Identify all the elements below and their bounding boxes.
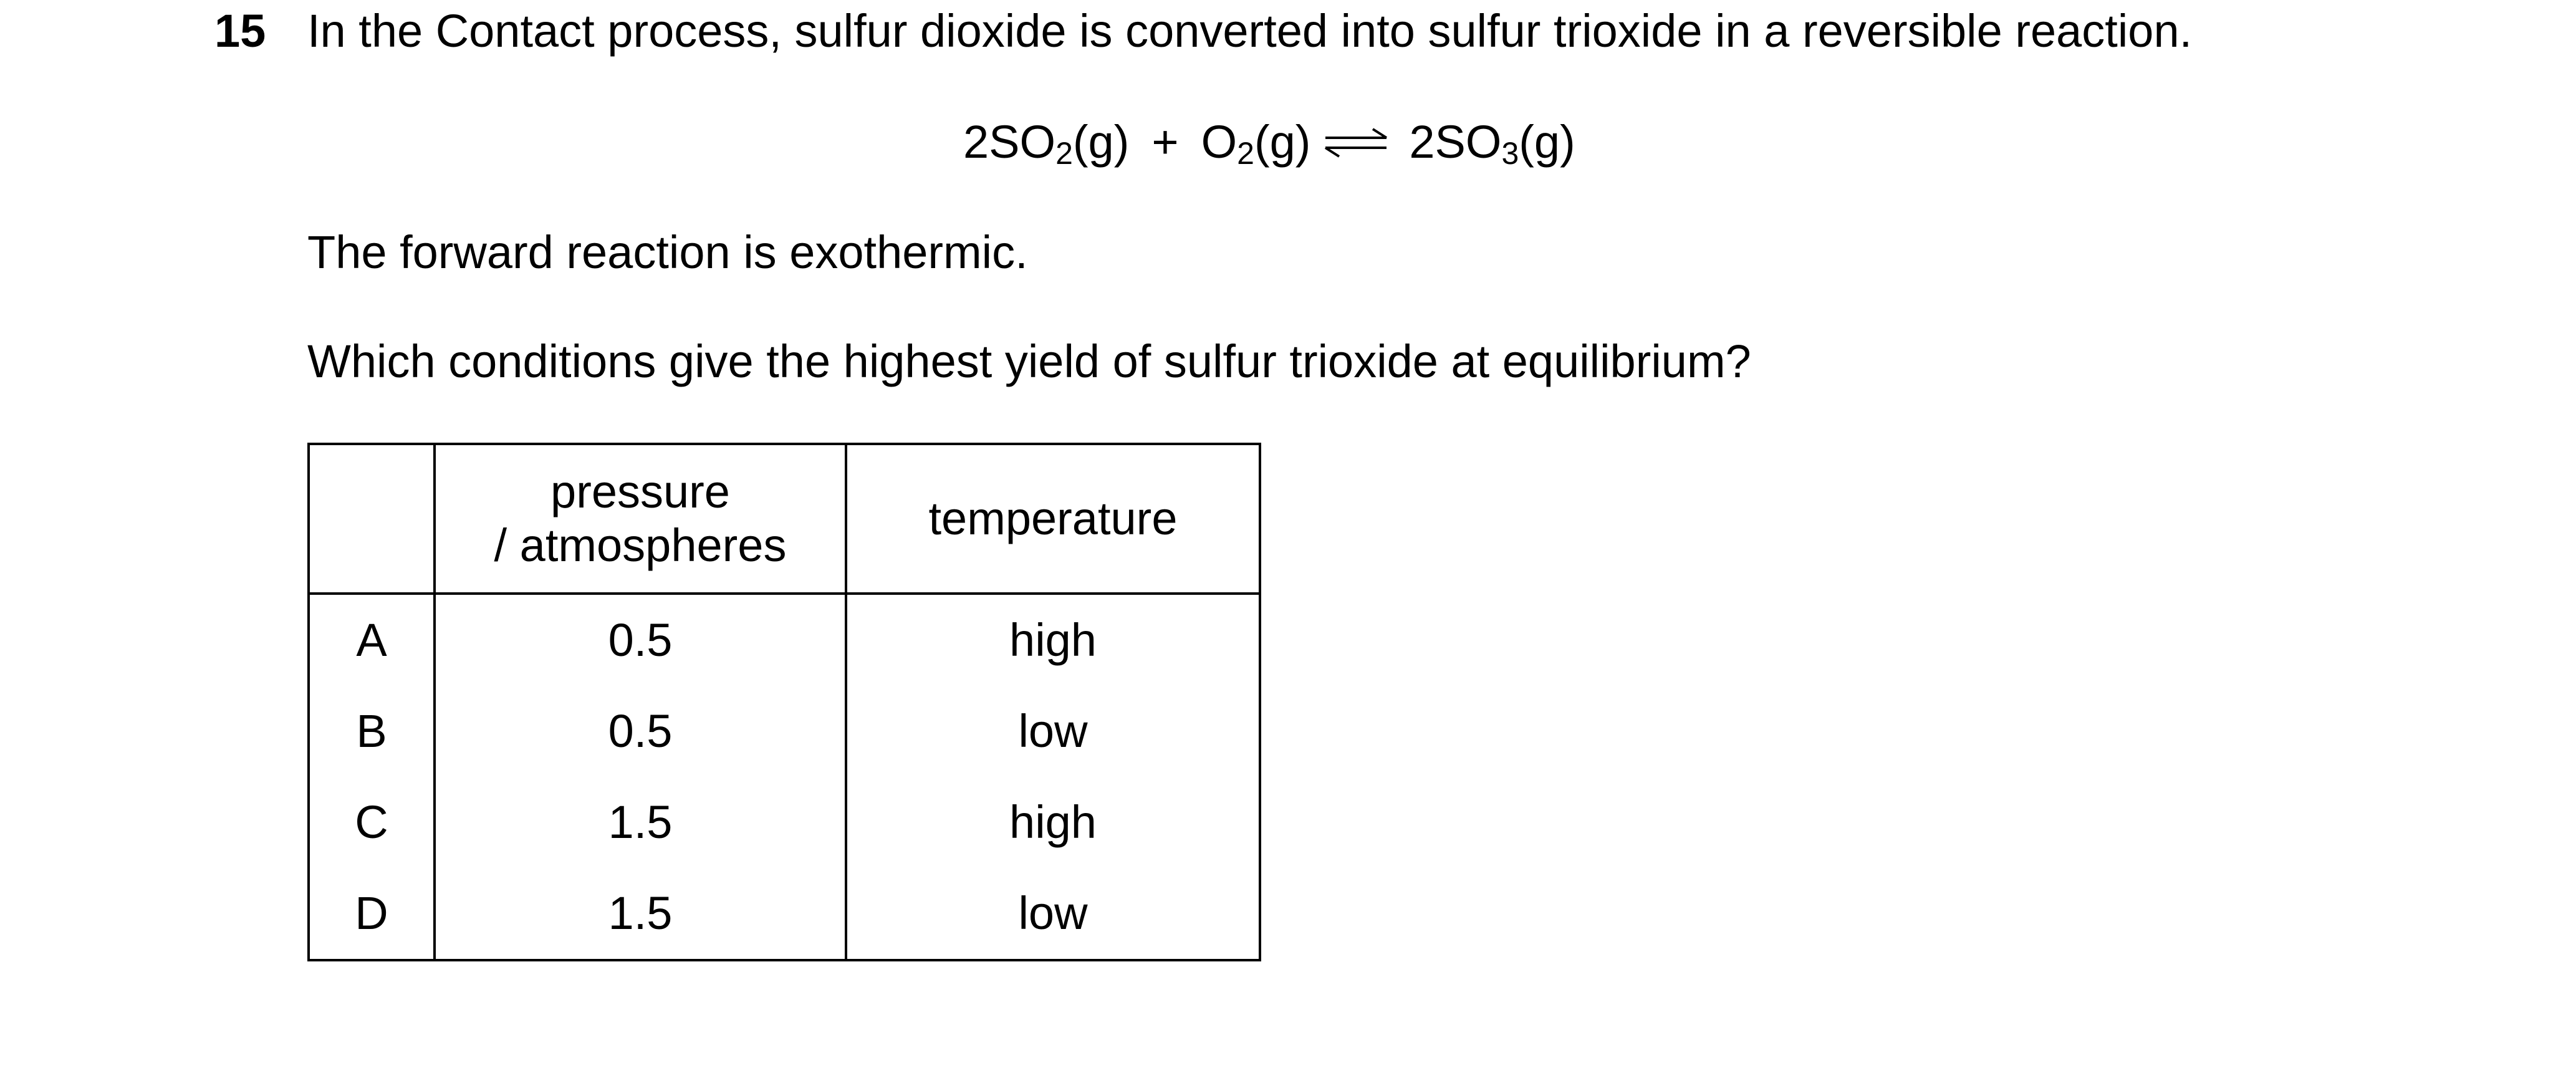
table-row: [309, 686, 1260, 777]
option-letter-c: C: [309, 777, 435, 868]
table-row: [309, 777, 1260, 868]
option-letter-b: B: [309, 686, 435, 777]
header-pressure-line1: pressure: [550, 466, 730, 517]
table-header-row: [309, 444, 1260, 594]
header-letter-cell: [309, 444, 435, 594]
header-pressure: [435, 444, 846, 594]
pressure-cell: 1.5: [435, 868, 846, 960]
option-letter-a: A: [309, 594, 435, 686]
table-row: [309, 594, 1260, 686]
option-letter-d: D: [309, 868, 435, 960]
table-row: [309, 868, 1260, 960]
reactant-sulfur-dioxide: $2SO_2(g)$: [963, 116, 1130, 171]
equilibrium-arrows-icon: [1323, 118, 1391, 155]
answer-options-table: [307, 443, 1261, 961]
temperature-cell: low: [846, 686, 1260, 777]
reactant-oxygen: $O_2(g)$: [1201, 116, 1311, 171]
pressure-cell: 0.5: [435, 686, 846, 777]
pressure-cell: 0.5: [435, 594, 846, 686]
chemical-equation: [963, 114, 1575, 170]
header-temperature: temperature: [846, 444, 1260, 594]
temperature-cell: high: [846, 777, 1260, 868]
reaction-statement: The forward reaction is exothermic.: [307, 226, 1028, 278]
question-number: 15: [214, 5, 266, 57]
header-pressure-line2: / atmospheres: [494, 519, 787, 571]
question-intro: In the Contact process, sulfur dioxide is converted into sulfur trioxide in a reversible reaction.: [307, 5, 2193, 57]
product-sulfur-trioxide: $2SO_3(g)$: [1409, 116, 1575, 171]
temperature-cell: low: [846, 868, 1260, 960]
temperature-cell: high: [846, 594, 1260, 686]
question-prompt: Which conditions give the highest yield of sulfur trioxide at equilibrium?: [307, 335, 1751, 387]
plus-sign: +: [1151, 116, 1179, 168]
pressure-cell: 1.5: [435, 777, 846, 868]
